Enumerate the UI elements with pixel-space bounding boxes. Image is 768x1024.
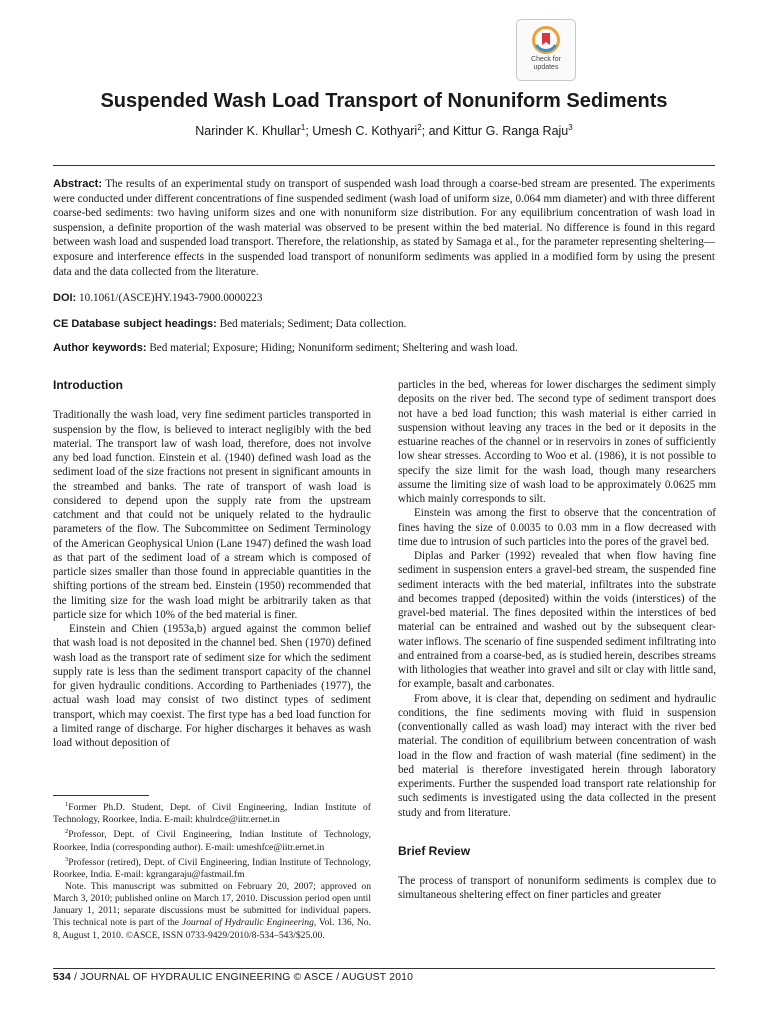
- paper-title: Suspended Wash Load Transport of Nonuniform Sediments: [100, 90, 668, 112]
- paragraph: From above, it is clear that, depending on sediment and hydraulic conditions, the fine sediments moving with fluid in suspension (conventionally called as wash load) may interact with the river bed material. The condition of equilibrium between concentration of wash load in the flow and fraction of wash material (fine sediment) in the bed material is therefore investigated herein through laboratory experiments. Further the suspended load transport rate relationship for such sediments is investigated using the data collected in the present study and from literature.: [398, 692, 716, 819]
- doi-line: [53, 292, 715, 304]
- doi-link[interactable]: 10.1061/(ASCE)HY.1943-7900.0000223: [79, 292, 263, 304]
- crossmark-icon: [532, 26, 560, 54]
- author-name: Kittur G. Ranga Raju: [452, 124, 569, 139]
- author-affiliation-mark: 2: [417, 123, 422, 132]
- paragraph: particles in the bed, whereas for lower discharges the sediment simply deposits on the river bed. The second type of sediment transport does not have a bed load function; this wash material is either carried in suspension without leaving any traces in the bed or it deposits in the estuarine reaches of the channel or in reservoirs in zones of sufficiently low shear stresses. According to Woo et al. (1986), it is not possible to specify the size limit for the wash load, though many researchers assume the limiting size of wash load to be approximately 0.0625 mm which mainly corresponds to silt.: [398, 379, 716, 505]
- left-column: [53, 378, 371, 750]
- doi-label: DOI:: [53, 292, 77, 304]
- page-number: 534: [53, 972, 71, 983]
- author-keywords-text: Bed material; Exposure; Hiding; Nonuniform sediment; Sheltering and wash load.: [149, 342, 518, 354]
- paragraph: Diplas and Parker (1992) revealed that when flow having fine sediment in suspension enters a gravel-bed stream, the suspended fine sediment interacts with the bed material, infiltrates into the substrate and becomes trapped (deposited) within the voids (interstices) of the gravel-bed material. The fines deposited within the interstices of bed material can be entrained and washed out by the subsequent clear-water inflows. The scenario of fine suspended sediment infiltrating into and entrained from a coarse-bed, as is studied herein, describes streams with lithologies that weather into gravel and silt or clay with little sand, for example, basalt and carbonates.: [398, 550, 716, 691]
- subject-headings-text: Bed materials; Sediment; Data collection.: [219, 318, 407, 330]
- footnote-divider: [53, 795, 149, 796]
- paragraph: The process of transport of nonuniform sediments is complex due to simultaneous sheltering effect on finer particles and greater: [398, 875, 716, 902]
- abstract-label: Abstract:: [53, 178, 103, 190]
- journal-name: Journal of Hydraulic Engineering: [181, 917, 314, 929]
- brief-review-heading: Brief Review: [398, 843, 471, 858]
- page-footer: [53, 972, 413, 983]
- journal-footer-text: / JOURNAL OF HYDRAULIC ENGINEERING © ASCE / AUGUST 2010: [70, 972, 414, 983]
- paragraph: Einstein was among the first to observe that the concentration of fines having the size of 0.0035 to 0.03 mm in a flow decreased with time due to intrusion of such particles into the pores of the gravel bed.: [398, 507, 716, 548]
- right-column: [398, 378, 716, 903]
- subject-headings: [53, 318, 715, 330]
- author-keywords: [53, 342, 715, 354]
- paragraph: Traditionally the wash load, very fine sediment particles transported in suspension by the flow, is believed to interact negligibly with the bed material. The transport law of wash load, therefore, does not involve any bed load function. Einstein et al. (1940) defined wash load as the sediment load of the size fractions not present in significant amounts in the streambed and banks. The rate of transport of wash load is considered to depend upon the supply rate from the upstream catchment and that could not be uniquely related to the hydraulic parameters of the flow. The Subcommittee on Sediment Terminology of the American Geophysical Union (Lane 1947) defined the wash load as that part of the sediment load of a stream which is composed of particle sizes smaller than those found in appreciable quantities in the shifting portions of the stream bed. Einstein (1950) recommended that the limiting size for the wash load might be arbitrarily taken as that particle size for which 10% of the bed material is finer.: [53, 409, 371, 621]
- author-separator: ;: [305, 124, 313, 139]
- check-for-updates-badge[interactable]: [516, 19, 576, 81]
- footnote: $^1$Former Ph.D. Student, Dept. of Civil Engineering, Indian Institute of Technology, Roorkee, India. E-mail: khulrdce@iitr.ernet.in: [53, 801, 371, 826]
- author-name: Umesh C. Kothyari: [312, 124, 418, 139]
- author-affiliation-mark: 3: [568, 123, 573, 132]
- subject-headings-label: CE Database subject headings:: [53, 318, 217, 330]
- title-divider: [53, 165, 715, 166]
- paragraph: Einstein and Chien (1953a,b) argued against the common belief that wash load is not deposited in the channel bed. Shen (1970) defined wash load as the transport rate of sediment size for which the sediment supply rate is less than the sediment transport capacity of the channel for given hydraulic conditions. According to Partheniades (1977), the actual wash load may consist of two distinct types of sediment transport, which may coexist. The first type has a bed load function for a limited range of discharge. For higher discharges it behaves as wash load without deposition of: [53, 623, 371, 749]
- author-name: Narinder K. Khullar: [195, 124, 301, 139]
- footnote: $^3$Professor (retired), Dept. of Civil Engineering, Indian Institute of Technology, Roorkee, India. E-mail: kgrangaraju@fastmail.fm: [53, 855, 371, 881]
- badge-label: Check for updates: [531, 56, 561, 71]
- footnotes: [53, 799, 371, 942]
- footnote: $^2$Professor, Dept. of Civil Engineering, Indian Institute of Technology, Roorkee, India (corresponding author). E-mail: umeshfce@iitr.ernet.in: [53, 828, 371, 853]
- introduction-heading: Introduction: [53, 378, 123, 392]
- author-keywords-label: Author keywords:: [53, 342, 147, 354]
- abstract: [53, 177, 715, 279]
- author-affiliation-mark: 1: [300, 123, 306, 132]
- manuscript-note: Note. This manuscript was submitted on February 20, 2007; approved on March 3, 2010; published online on March 17, 2010. Discussion period open until January 1, 2011; separate discussions must be submitted for individual papers. This technical note is part of the Journal of Hydraulic Engineering, Vol. 136, No. 8, August 1, 2010. ©ASCE, ISSN 0733-9429/2010/8-534–543/$25.00.: [53, 881, 372, 941]
- author-list: [0, 123, 768, 138]
- author-separator: ; and: [421, 124, 453, 139]
- abstract-text: The results of an experimental study on transport of suspended wash load through a coarse-bed stream are presented. The experiments were conducted under different concentrations of fine suspended sediment (wash load of uniform size, 0.064 mm diameter) and with three different coarse-bed sediments: two having uniform sizes and one with nonuniform size distribution. For any equilibrium concentration of wash load in suspension, a definite proportion of the wash material was observed to be present within the bed material. No difference is found in this regard between wash load and suspended load transport. Therefore, the relationship, as stated by Samaga et al., for the parameter representing sheltering—exposure and interference effects in the suspended load transport of nonuniform sediments was applied in a modified form by using the present data and the data collected from the literature.: [53, 178, 715, 278]
- footer-divider: [53, 968, 715, 969]
